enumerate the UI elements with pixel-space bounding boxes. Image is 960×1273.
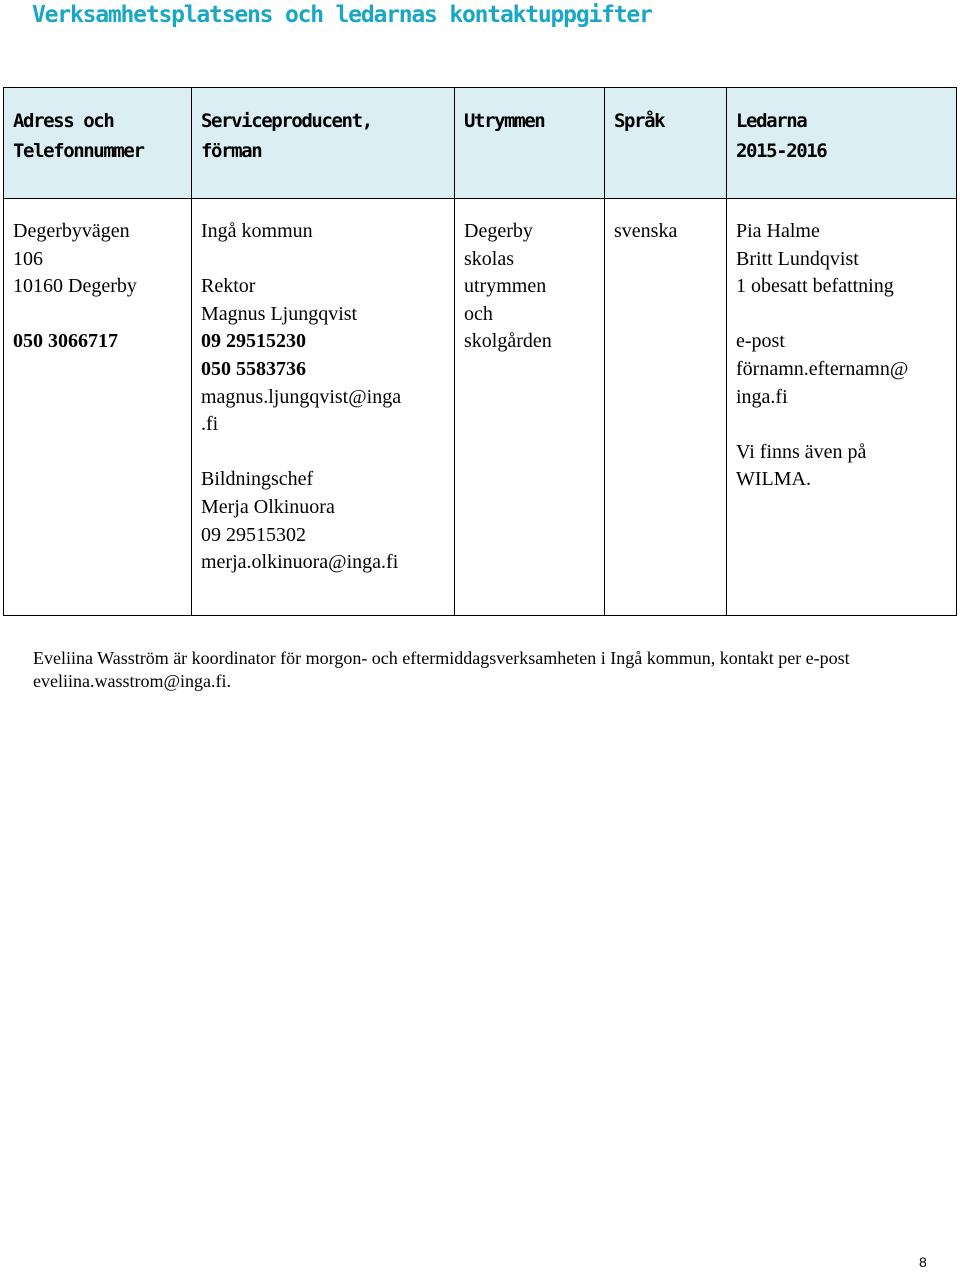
address-lines: Degerbyvägen 106 10160 Degerby <box>13 220 137 298</box>
table-header-row <box>4 88 957 199</box>
producer-organization: Ingå kommun <box>201 220 313 242</box>
chef-phone: 09 29515302 <box>201 523 306 546</box>
chef-email[interactable]: merja.olkinuora@inga.fi <box>201 551 399 574</box>
rektor-name: Magnus Ljungqvist <box>201 302 358 325</box>
page-title: Verksamhetsplatsens och ledarnas kontaktuppgifter <box>32 2 652 28</box>
header-spaces: Utrymmen <box>455 88 605 199</box>
spaces-cell: Degerby skolas utrymmen och skolgården <box>455 199 605 616</box>
leaders-cell <box>727 199 957 616</box>
rektor-title: Rektor <box>201 275 256 298</box>
rektor-email[interactable]: magnus.ljungqvist@inga .fi <box>201 385 402 436</box>
rektor-phones: 09 29515230 050 5583736 <box>201 330 306 380</box>
email-label: e-post <box>736 330 785 353</box>
language-cell: svenska <box>605 199 727 616</box>
header-language: Språk <box>605 88 727 199</box>
header-service-producer: Serviceproducent, förman <box>192 88 455 199</box>
address-phone: 050 3066717 <box>13 330 118 353</box>
header-leaders: Ledarna 2015-2016 <box>727 88 957 199</box>
chef-name: Merja Olkinuora <box>201 495 335 518</box>
leader-names: Pia Halme Britt Lundqvist 1 obesatt befattning <box>736 220 894 298</box>
contact-table <box>3 87 957 616</box>
coordinator-note: Eveliina Wasström är koordinator för morgon- och eftermiddagsverksamheten i Ingå kommun, kontakt per e-post eveliina.wasstrom@inga.fi. <box>33 648 850 691</box>
chef-title: Bildningschef <box>201 468 314 491</box>
address-cell <box>4 199 192 616</box>
header-address: Adress och Telefonnummer <box>4 88 192 199</box>
service-producer-cell <box>192 199 455 616</box>
wilma-note: Vi finns även på WILMA. <box>736 440 867 491</box>
page-number: 8 <box>919 1254 927 1270</box>
table-row <box>4 199 957 616</box>
leaders-email[interactable]: förnamn.efternamn@ inga.fi <box>736 357 909 408</box>
